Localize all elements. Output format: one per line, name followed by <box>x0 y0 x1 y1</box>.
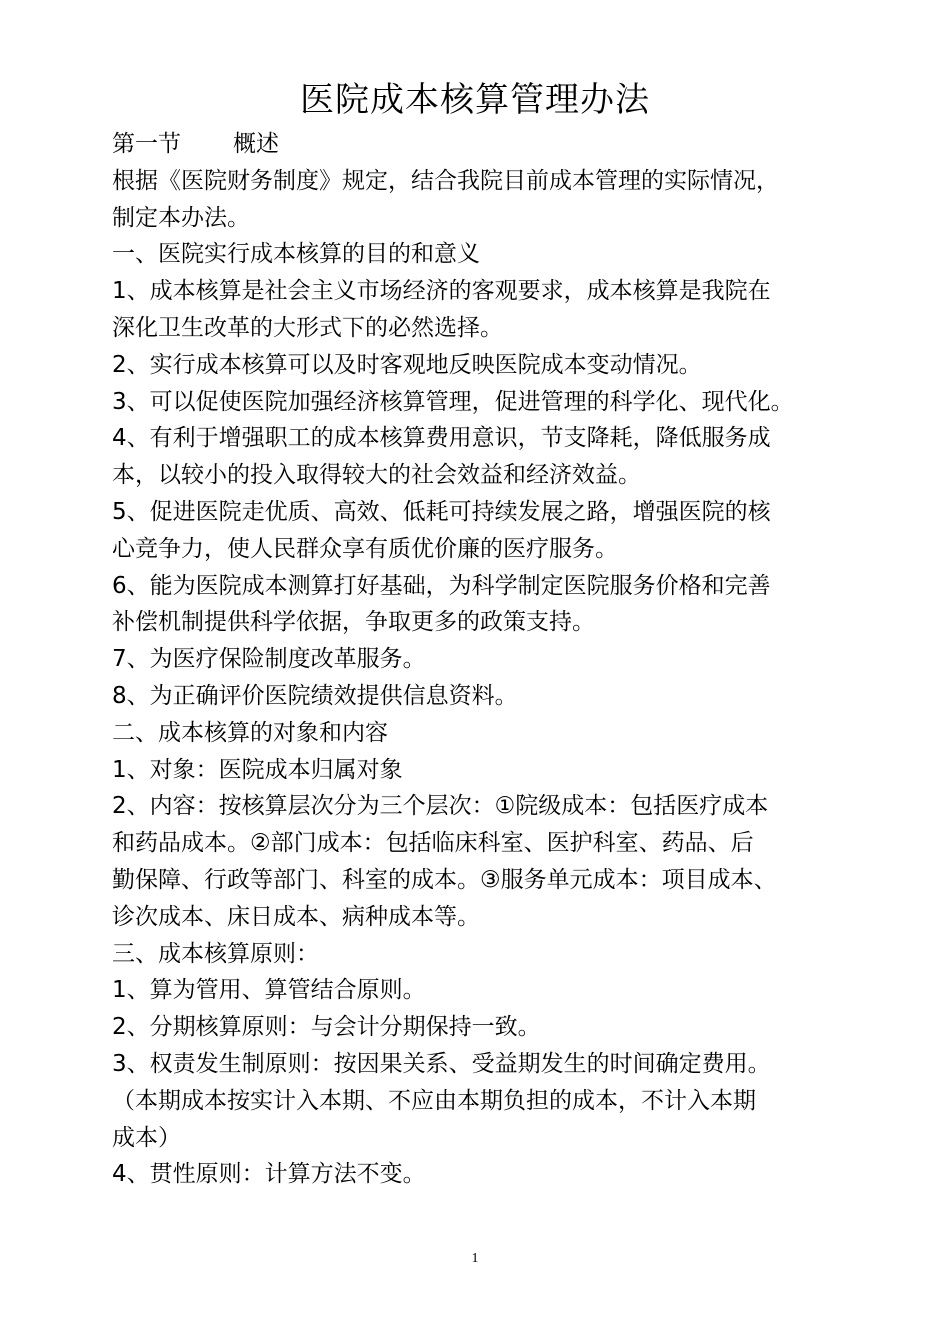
section-name: 概述 <box>233 131 279 157</box>
text-line: 成本） <box>112 1124 181 1151</box>
text-line: 3、可以促使医院加强经济核算管理，促进管理的科学化、现代化。 <box>112 388 794 415</box>
text-line: 7、为医疗保险制度改革服务。 <box>112 646 426 673</box>
text-line: （本期成本按实计入本期、不应由本期负担的成本，不计入本期 <box>112 1087 756 1114</box>
text-line: 勤保障、行政等部门、科室的成本。③服务单元成本：项目成本、 <box>112 866 777 893</box>
text-line: 诊次成本、床日成本、病种成本等。 <box>112 903 480 930</box>
text-line: 1、对象：医院成本归属对象 <box>112 756 403 783</box>
text-line: 2、分期核算原则：与会计分期保持一致。 <box>112 1014 541 1041</box>
text-line: 本，以较小的投入取得较大的社会效益和经济效益。 <box>112 462 641 489</box>
text-line: 和药品成本。②部门成本：包括临床科室、医护科室、药品、后 <box>112 830 754 857</box>
text-line: 8、为正确评价医院绩效提供信息资料。 <box>112 682 518 709</box>
section-heading <box>112 126 847 163</box>
text-line: 1、算为管用、算管结合原则。 <box>112 977 426 1004</box>
text-line: 6、能为医院成本测算打好基础，为科学制定医院服务价格和完善 <box>112 572 771 599</box>
text-line: 2、实行成本核算可以及时客观地反映医院成本变动情况。 <box>112 351 702 378</box>
text-line: 深化卫生改革的大形式下的必然选择。 <box>112 314 503 341</box>
document-body <box>112 126 847 1193</box>
text-line: 1、成本核算是社会主义市场经济的客观要求，成本核算是我院在 <box>112 278 771 305</box>
text-line: 二、成本核算的对象和内容 <box>112 719 388 746</box>
page-number: 1 <box>471 1251 479 1266</box>
text-line: 2、内容：按核算层次分为三个层次：①院级成本：包括医疗成本 <box>112 793 769 820</box>
text-line: 3、权责发生制原则：按因果关系、受益期发生的时间确定费用。 <box>112 1050 771 1077</box>
text-line: 一、医院实行成本核算的目的和意义 <box>112 241 480 268</box>
document-title: 医院成本核算管理办法 <box>300 80 650 120</box>
text-line: 4、贯性原则：计算方法不变。 <box>112 1161 426 1188</box>
text-line: 制定本办法。 <box>112 204 250 231</box>
text-line: 根据《医院财务制度》规定，结合我院目前成本管理的实际情况， <box>112 167 779 194</box>
text-line: 5、促进医院走优质、高效、低耗可持续发展之路，增强医院的核 <box>112 498 771 525</box>
text-line: 三、成本核算原则： <box>112 940 319 967</box>
text-line: 补偿机制提供科学依据，争取更多的政策支持。 <box>112 609 595 636</box>
text-line: 心竞争力，使人民群众享有质优价廉的医疗服务。 <box>112 535 618 562</box>
section-label: 第一节 <box>112 131 181 157</box>
text-line: 4、有利于增强职工的成本核算费用意识，节支降耗，降低服务成 <box>112 425 771 452</box>
